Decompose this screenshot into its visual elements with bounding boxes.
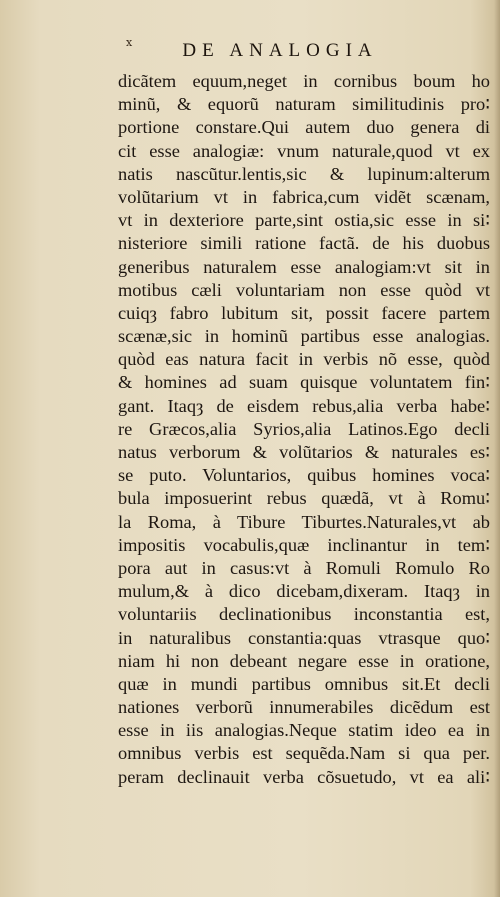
- text-line: motibus cæli voluntariam non esse quòd vt: [118, 279, 490, 300]
- page-edge-shadow: [494, 0, 500, 897]
- text-line: cuiqȝ fabro lubitum sit, possit facere partem: [118, 302, 490, 323]
- text-line: minũ, & equorũ naturam similitudinis pro∶: [118, 94, 490, 115]
- text-line: quæ in mundi partibus omnibus sit.Et decli: [118, 673, 490, 694]
- text-line: in naturalibus constantia:quas vtrasque quo∶: [118, 627, 490, 648]
- text-line: gant. Itaqȝ de eisdem rebus,alia verba habe∶: [118, 395, 490, 416]
- body-text: [118, 70, 490, 789]
- running-head: DE ANALOGIA: [182, 40, 378, 61]
- text-line: se puto. Voluntarios, quibus homines voca∶: [118, 465, 490, 486]
- text-line: niam hi non debeant negare esse in oratione,: [118, 650, 490, 671]
- text-line: mulum,& à dico dicebam,dixeram. Itaqȝ in: [118, 581, 490, 602]
- text-line: bula imposuerint rebus quædã, vt à Romu∶: [118, 488, 490, 509]
- text-line: impositis vocabulis,quæ inclinantur in tem∶: [118, 534, 490, 555]
- text-line: peram declinauit verba cõsuetudo, vt ea ali∶: [118, 766, 490, 787]
- text-line: nationes verborũ innumerabiles dicẽdum est: [118, 697, 490, 718]
- text-line: natus verborum & volũtarios & naturales es∶: [118, 442, 490, 462]
- text-line: vt in dexteriore parte,sint ostia,sic esse in si∶: [118, 210, 490, 231]
- text-line: quòd eas natura facit in verbis nõ esse, quòd: [118, 349, 490, 370]
- text-line: pora aut in casus:vt à Romuli Romulo Ro: [118, 557, 490, 578]
- text-line: volũtarium vt in fabrica,cum vidẽt scænam,: [118, 186, 490, 207]
- corner-mark: x: [126, 36, 133, 49]
- text-line: natis nascũtur.lentis,sic & lupinum:alterum: [118, 163, 490, 184]
- text-line: portione constare.Qui autem duo genera di: [118, 117, 490, 138]
- text-line: re Græcos,alia Syrios,alia Latinos.Ego decli: [118, 418, 490, 439]
- text-line: & homines ad suam quisque voluntatem fin∶: [118, 372, 490, 393]
- text-line: voluntariis declinationibus inconstantia est,: [118, 604, 490, 625]
- text-line: omnibus verbis est sequẽda.Nam si qua per.: [118, 743, 490, 764]
- text-line: nisteriore simili ratione factã. de his duobus: [118, 233, 490, 254]
- text-line: cit esse analogiæ: vnum naturale,quod vt ex: [118, 140, 490, 161]
- text-line: generibus naturalem esse analogiam:vt sit in: [118, 256, 490, 277]
- text-line: scænæ,sic in hominũ partibus esse analogias.: [118, 326, 490, 347]
- text-line: dicãtem equum,neget in cornibus boum ho: [118, 71, 490, 91]
- text-line: la Roma, à Tibure Tiburtes.Naturales,vt ab: [118, 511, 490, 532]
- text-line: esse in iis analogias.Neque statim ideo ea in: [118, 720, 490, 741]
